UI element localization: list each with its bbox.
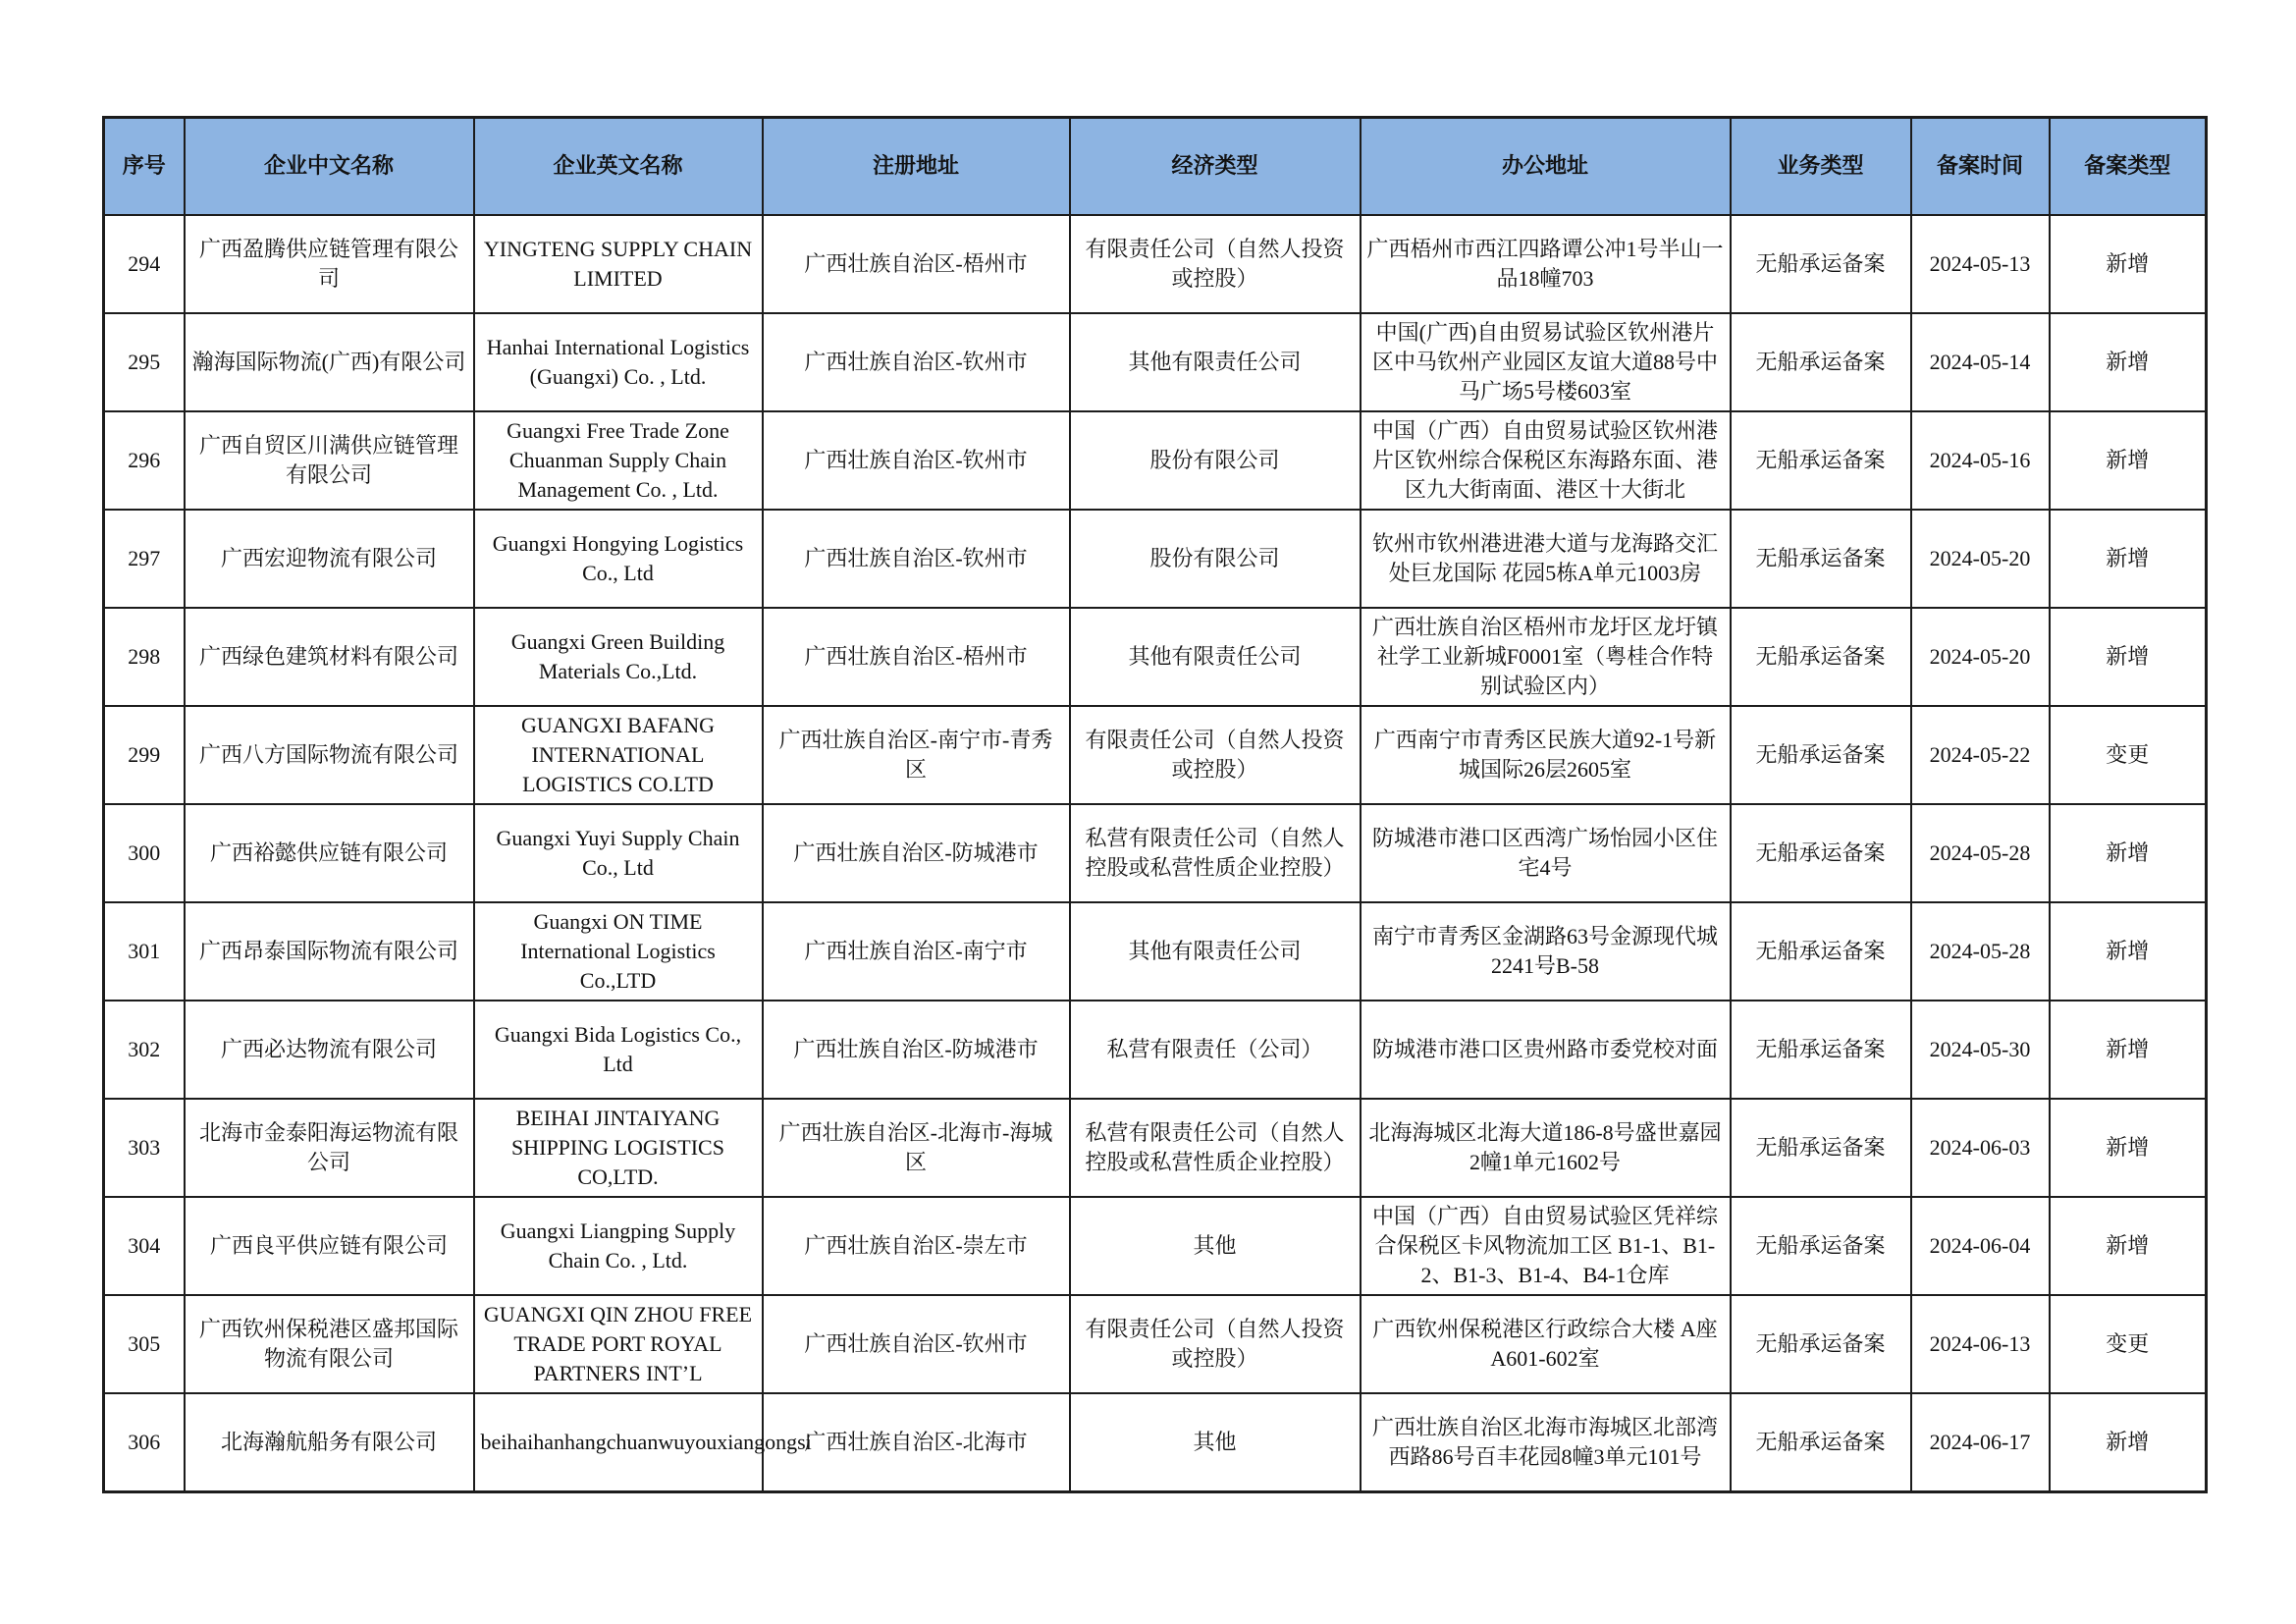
cell-filing-type xyxy=(2050,510,2207,608)
cell-filing-date xyxy=(1911,706,2050,804)
cell-text: 2024-05-14 xyxy=(1929,350,2031,374)
cell-text: 新增 xyxy=(2106,1233,2150,1258)
cell-text: 新增 xyxy=(2106,1135,2150,1160)
cell-office-address xyxy=(1361,215,1731,313)
table-row xyxy=(104,1197,2207,1295)
cell-registered-address xyxy=(763,1099,1070,1197)
cell-text: 北海瀚航船务有限公司 xyxy=(220,1430,437,1454)
cell-registered-address xyxy=(763,706,1070,804)
column-header-company-cn-name: 企业中文名称 xyxy=(185,118,474,216)
cell-filing-date xyxy=(1911,215,2050,313)
cell-text: 无船承运备案 xyxy=(1755,1331,1886,1356)
cell-text: 298 xyxy=(128,644,161,669)
cell-company-cn-name xyxy=(185,1197,474,1295)
cell-text: 广西壮族自治区-崇左市 xyxy=(804,1233,1028,1258)
cell-office-address xyxy=(1361,706,1731,804)
column-header-filing-type: 备案类型 xyxy=(2050,118,2207,216)
cell-filing-date xyxy=(1911,313,2050,411)
cell-text: 无船承运备案 xyxy=(1755,1037,1886,1061)
cell-seq-number xyxy=(104,313,185,411)
cell-text: 股份有限公司 xyxy=(1149,448,1280,472)
cell-company-en-name xyxy=(474,706,763,804)
cell-text: Guangxi Hongying Logistics Co., Ltd xyxy=(492,531,744,585)
cell-text: YINGTENG SUPPLY CHAIN LIMITED xyxy=(483,237,753,291)
cell-economic-type xyxy=(1070,902,1361,1001)
cell-text: 2024-05-20 xyxy=(1929,644,2031,669)
cell-text: 北海市金泰阳海运物流有限公司 xyxy=(198,1120,458,1174)
cell-seq-number xyxy=(104,1099,185,1197)
cell-text: 防城港市港口区贵州路市委党校对面 xyxy=(1371,1037,1718,1061)
cell-text: 无船承运备案 xyxy=(1755,840,1886,865)
cell-filing-type xyxy=(2050,1393,2207,1492)
cell-text: 广西裕懿供应链有限公司 xyxy=(209,840,448,865)
cell-text: 306 xyxy=(128,1430,161,1454)
cell-text: Guangxi Free Trade Zone Chuanman Supply Chain Management Co. , Ltd. xyxy=(507,418,729,502)
cell-text: 瀚海国际物流(广西)有限公司 xyxy=(191,350,466,374)
cell-text: 私营有限责任公司（自然人控股或私营性质企业控股） xyxy=(1085,1120,1345,1174)
cell-text: 私营有限责任公司（自然人控股或私营性质企业控股） xyxy=(1085,826,1345,880)
cell-text: 其他 xyxy=(1193,1430,1237,1454)
cell-text: 变更 xyxy=(2106,742,2150,767)
cell-text: 股份有限公司 xyxy=(1149,546,1280,570)
cell-text: 有限责任公司（自然人投资或控股） xyxy=(1085,237,1345,291)
table-row xyxy=(104,411,2207,510)
cell-text: 钦州市钦州港进港大道与龙海路交汇处巨龙国际 花园5栋A单元1003房 xyxy=(1371,531,1718,585)
cell-registered-address xyxy=(763,215,1070,313)
cell-business-type xyxy=(1731,510,1911,608)
table-row xyxy=(104,1393,2207,1492)
cell-business-type xyxy=(1731,902,1911,1001)
cell-text: 广西八方国际物流有限公司 xyxy=(198,742,458,767)
cell-registered-address xyxy=(763,1295,1070,1393)
cell-office-address xyxy=(1361,1393,1731,1492)
cell-text: BEIHAI JINTAIYANG SHIPPING LOGISTICS CO,LTD. xyxy=(511,1106,724,1189)
column-header-company-en-name: 企业英文名称 xyxy=(474,118,763,216)
cell-registered-address xyxy=(763,1393,1070,1492)
cell-filing-type xyxy=(2050,411,2207,510)
column-header-filing-date: 备案时间 xyxy=(1911,118,2050,216)
cell-text: 防城港市港口区西湾广场怡园小区住宅4号 xyxy=(1371,826,1718,880)
table-row xyxy=(104,1001,2207,1099)
cell-filing-type xyxy=(2050,313,2207,411)
cell-text: 广西壮族自治区-钦州市 xyxy=(804,546,1028,570)
table-header xyxy=(104,118,2207,216)
cell-text: 广西必达物流有限公司 xyxy=(220,1037,437,1061)
column-header-office-address: 办公地址 xyxy=(1361,118,1731,216)
cell-text: 296 xyxy=(128,448,161,472)
cell-text: 无船承运备案 xyxy=(1755,448,1886,472)
cell-text: Guangxi Green Building Materials Co.,Ltd. xyxy=(510,629,725,683)
cell-text: 2024-05-16 xyxy=(1929,448,2031,472)
cell-text: 南宁市青秀区金湖路63号金源现代城2241号B-58 xyxy=(1371,924,1718,978)
cell-text: 2024-05-13 xyxy=(1929,251,2031,276)
cell-company-en-name xyxy=(474,608,763,706)
cell-text: GUANGXI BAFANG INTERNATIONAL LOGISTICS CO.LTD xyxy=(521,713,715,796)
cell-company-en-name xyxy=(474,804,763,902)
cell-business-type xyxy=(1731,706,1911,804)
cell-seq-number xyxy=(104,1197,185,1295)
cell-business-type xyxy=(1731,1393,1911,1492)
cell-company-cn-name xyxy=(185,1393,474,1492)
cell-filing-date xyxy=(1911,411,2050,510)
cell-registered-address xyxy=(763,411,1070,510)
column-header-business-type: 业务类型 xyxy=(1731,118,1911,216)
column-header-economic-type: 经济类型 xyxy=(1070,118,1361,216)
cell-filing-date xyxy=(1911,804,2050,902)
cell-company-en-name xyxy=(474,313,763,411)
cell-filing-type xyxy=(2050,902,2207,1001)
cell-seq-number xyxy=(104,1295,185,1393)
cell-text: 2024-05-22 xyxy=(1929,742,2031,767)
cell-company-cn-name xyxy=(185,1099,474,1197)
cell-company-cn-name xyxy=(185,215,474,313)
cell-economic-type xyxy=(1070,1099,1361,1197)
cell-text: 无船承运备案 xyxy=(1755,251,1886,276)
cell-filing-date xyxy=(1911,1295,2050,1393)
cell-text: GUANGXI QIN ZHOU FREE TRADE PORT ROYAL PARTNERS INT’L xyxy=(483,1302,753,1385)
cell-text: 新增 xyxy=(2106,350,2150,374)
cell-text: 广西壮族自治区-北海市 xyxy=(804,1430,1028,1454)
cell-business-type xyxy=(1731,804,1911,902)
cell-text: 2024-05-28 xyxy=(1929,840,2031,865)
cell-text: 广西良平供应链有限公司 xyxy=(209,1233,448,1258)
cell-office-address xyxy=(1361,1295,1731,1393)
cell-text: 304 xyxy=(128,1233,161,1258)
cell-text: 无船承运备案 xyxy=(1755,644,1886,669)
cell-text: 302 xyxy=(128,1037,161,1061)
cell-company-cn-name xyxy=(185,804,474,902)
cell-text: Guangxi Bida Logistics Co., Ltd xyxy=(494,1022,742,1076)
cell-text: 301 xyxy=(128,939,161,963)
table-row xyxy=(104,510,2207,608)
cell-text: 广西自贸区川满供应链管理有限公司 xyxy=(198,433,458,487)
cell-text: Guangxi ON TIME International Logistics Co.,LTD xyxy=(520,909,716,993)
cell-text: 广西钦州保税港区盛邦国际物流有限公司 xyxy=(198,1317,458,1371)
cell-office-address xyxy=(1361,510,1731,608)
cell-seq-number xyxy=(104,706,185,804)
cell-office-address xyxy=(1361,1001,1731,1099)
cell-text: 303 xyxy=(128,1135,161,1160)
cell-text: 其他 xyxy=(1193,1233,1237,1258)
cell-text: 广西绿色建筑材料有限公司 xyxy=(198,644,458,669)
cell-company-cn-name xyxy=(185,1001,474,1099)
cell-seq-number xyxy=(104,411,185,510)
cell-text: 广西盈腾供应链管理有限公司 xyxy=(198,237,458,291)
cell-registered-address xyxy=(763,510,1070,608)
cell-economic-type xyxy=(1070,1393,1361,1492)
cell-text: 2024-05-20 xyxy=(1929,546,2031,570)
cell-company-cn-name xyxy=(185,608,474,706)
cell-seq-number xyxy=(104,608,185,706)
cell-economic-type xyxy=(1070,1295,1361,1393)
cell-filing-type xyxy=(2050,608,2207,706)
cell-text: 广西壮族自治区-梧州市 xyxy=(804,251,1028,276)
cell-text: 新增 xyxy=(2106,546,2150,570)
cell-company-en-name xyxy=(474,1197,763,1295)
cell-text: 广西壮族自治区-北海市-海城区 xyxy=(778,1120,1053,1174)
cell-text: 无船承运备案 xyxy=(1755,1430,1886,1454)
cell-text: 294 xyxy=(128,251,161,276)
cell-business-type xyxy=(1731,1197,1911,1295)
cell-text: 广西昂泰国际物流有限公司 xyxy=(198,939,458,963)
cell-text: 2024-05-30 xyxy=(1929,1037,2031,1061)
cell-company-cn-name xyxy=(185,411,474,510)
cell-filing-type xyxy=(2050,215,2207,313)
cell-filing-type xyxy=(2050,804,2207,902)
cell-business-type xyxy=(1731,1099,1911,1197)
cell-office-address xyxy=(1361,804,1731,902)
cell-company-cn-name xyxy=(185,313,474,411)
cell-text: 广西壮族自治区-梧州市 xyxy=(804,644,1028,669)
cell-text: 无船承运备案 xyxy=(1755,350,1886,374)
cell-company-cn-name xyxy=(185,510,474,608)
cell-filing-date xyxy=(1911,1197,2050,1295)
cell-business-type xyxy=(1731,411,1911,510)
cell-filing-date xyxy=(1911,902,2050,1001)
table-body xyxy=(104,215,2207,1492)
cell-economic-type xyxy=(1070,706,1361,804)
cell-text: Hanhai International Logistics (Guangxi) Co. , Ltd. xyxy=(486,335,750,389)
cell-company-en-name xyxy=(474,411,763,510)
cell-company-cn-name xyxy=(185,706,474,804)
cell-filing-date xyxy=(1911,1099,2050,1197)
cell-seq-number xyxy=(104,510,185,608)
cell-filing-date xyxy=(1911,1393,2050,1492)
table-row xyxy=(104,313,2207,411)
cell-company-cn-name xyxy=(185,902,474,1001)
cell-text: 295 xyxy=(128,350,161,374)
column-header-registered-address: 注册地址 xyxy=(763,118,1070,216)
cell-company-en-name xyxy=(474,1295,763,1393)
cell-economic-type xyxy=(1070,411,1361,510)
cell-text: 新增 xyxy=(2106,644,2150,669)
table-row xyxy=(104,215,2207,313)
table-row xyxy=(104,902,2207,1001)
cell-economic-type xyxy=(1070,215,1361,313)
cell-economic-type xyxy=(1070,608,1361,706)
cell-business-type xyxy=(1731,215,1911,313)
cell-text: 无船承运备案 xyxy=(1755,939,1886,963)
cell-seq-number xyxy=(104,804,185,902)
cell-text: 北海海城区北海大道186-8号盛世嘉园2幢1单元1602号 xyxy=(1368,1120,1722,1174)
cell-text: 其他有限责任公司 xyxy=(1128,644,1302,669)
cell-filing-date xyxy=(1911,1001,2050,1099)
cell-company-en-name xyxy=(474,215,763,313)
cell-company-en-name xyxy=(474,1099,763,1197)
cell-text: 新增 xyxy=(2106,1430,2150,1454)
cell-office-address xyxy=(1361,1197,1731,1295)
filing-table xyxy=(102,116,2208,1493)
cell-text: 中国(广西)自由贸易试验区钦州港片区中马钦州产业园区友谊大道88号中马广场5号楼603室 xyxy=(1371,320,1718,404)
cell-text: 广西壮族自治区-钦州市 xyxy=(804,448,1028,472)
cell-text: 其他有限责任公司 xyxy=(1128,350,1302,374)
cell-business-type xyxy=(1731,608,1911,706)
cell-text: 广西壮族自治区-防城港市 xyxy=(793,840,1039,865)
cell-filing-type xyxy=(2050,1099,2207,1197)
cell-seq-number xyxy=(104,1393,185,1492)
cell-company-en-name xyxy=(474,1393,812,1492)
cell-filing-type xyxy=(2050,1295,2207,1393)
cell-text: 中国（广西）自由贸易试验区钦州港片区钦州综合保税区东海路东面、港区九大街南面、港区十大街北 xyxy=(1371,418,1718,502)
cell-text: Guangxi Liangping Supply Chain Co. , Ltd. xyxy=(500,1218,736,1272)
table-row xyxy=(104,706,2207,804)
cell-registered-address xyxy=(763,902,1070,1001)
cell-business-type xyxy=(1731,1295,1911,1393)
cell-economic-type xyxy=(1070,510,1361,608)
cell-registered-address xyxy=(763,313,1070,411)
cell-text: 广西宏迎物流有限公司 xyxy=(220,546,437,570)
cell-text: 广西南宁市青秀区民族大道92-1号新城国际26层2605室 xyxy=(1373,728,1717,782)
cell-text: 其他有限责任公司 xyxy=(1128,939,1302,963)
cell-text: 广西壮族自治区-钦州市 xyxy=(804,1331,1028,1356)
cell-office-address xyxy=(1361,902,1731,1001)
cell-filing-type xyxy=(2050,706,2207,804)
cell-text: 无船承运备案 xyxy=(1755,742,1886,767)
cell-company-cn-name xyxy=(185,1295,474,1393)
cell-text: 广西钦州保税港区行政综合大楼 A座A601-602室 xyxy=(1372,1317,1718,1371)
cell-text: 广西梧州市西江四路谭公冲1号半山一品18幢703 xyxy=(1366,237,1724,291)
cell-filing-type xyxy=(2050,1001,2207,1099)
cell-text: 2024-06-13 xyxy=(1929,1331,2031,1356)
cell-economic-type xyxy=(1070,313,1361,411)
cell-registered-address xyxy=(763,608,1070,706)
cell-text: 广西壮族自治区-南宁市-青秀区 xyxy=(778,728,1053,782)
cell-text: 2024-06-04 xyxy=(1929,1233,2031,1258)
cell-text: 297 xyxy=(128,546,161,570)
cell-company-en-name xyxy=(474,510,763,608)
cell-filing-date xyxy=(1911,510,2050,608)
cell-text: beihaihanhangchuanwuyouxiangongsi xyxy=(480,1430,812,1454)
cell-seq-number xyxy=(104,215,185,313)
column-header-seq-number: 序号 xyxy=(104,118,185,216)
cell-text: 有限责任公司（自然人投资或控股） xyxy=(1085,1317,1345,1371)
cell-text: 变更 xyxy=(2106,1331,2150,1356)
cell-text: 新增 xyxy=(2106,939,2150,963)
cell-office-address xyxy=(1361,411,1731,510)
cell-text: 305 xyxy=(128,1331,161,1356)
cell-text: 广西壮族自治区-防城港市 xyxy=(793,1037,1039,1061)
cell-company-en-name xyxy=(474,902,763,1001)
cell-text: 2024-06-03 xyxy=(1929,1135,2031,1160)
table-row xyxy=(104,1295,2207,1393)
cell-filing-date xyxy=(1911,608,2050,706)
header-row xyxy=(104,118,2207,216)
cell-text: 299 xyxy=(128,742,161,767)
cell-text: 广西壮族自治区梧州市龙圩区龙圩镇社学工业新城F0001室（粤桂合作特别试验区内） xyxy=(1371,615,1718,698)
cell-text: 新增 xyxy=(2106,840,2150,865)
cell-economic-type xyxy=(1070,1197,1361,1295)
cell-office-address xyxy=(1361,1099,1731,1197)
table-row xyxy=(104,804,2207,902)
cell-text: 2024-05-28 xyxy=(1929,939,2031,963)
cell-registered-address xyxy=(763,1197,1070,1295)
cell-text: 300 xyxy=(128,840,161,865)
cell-seq-number xyxy=(104,902,185,1001)
table-row xyxy=(104,1099,2207,1197)
cell-text: 无船承运备案 xyxy=(1755,1233,1886,1258)
cell-text: 新增 xyxy=(2106,448,2150,472)
cell-business-type xyxy=(1731,1001,1911,1099)
cell-seq-number xyxy=(104,1001,185,1099)
cell-text: 无船承运备案 xyxy=(1755,1135,1886,1160)
table-row xyxy=(104,608,2207,706)
cell-office-address xyxy=(1361,608,1731,706)
cell-economic-type xyxy=(1070,804,1361,902)
cell-business-type xyxy=(1731,313,1911,411)
cell-economic-type xyxy=(1070,1001,1361,1099)
cell-office-address xyxy=(1361,313,1731,411)
cell-company-en-name xyxy=(474,1001,763,1099)
cell-text: 无船承运备案 xyxy=(1755,546,1886,570)
cell-filing-type xyxy=(2050,1197,2207,1295)
cell-text: 中国（广西）自由贸易试验区凭祥综合保税区卡风物流加工区 B1-1、B1-2、B1-3、B1-4、B4-1仓库 xyxy=(1371,1204,1718,1287)
cell-text: Guangxi Yuyi Supply Chain Co., Ltd xyxy=(496,826,740,880)
cell-registered-address xyxy=(763,804,1070,902)
cell-text: 私营有限责任（公司） xyxy=(1106,1037,1323,1061)
cell-text: 广西壮族自治区-钦州市 xyxy=(804,350,1028,374)
cell-registered-address xyxy=(763,1001,1070,1099)
cell-text: 广西壮族自治区北海市海城区北部湾西路86号百丰花园8幢3单元101号 xyxy=(1371,1415,1718,1469)
cell-text: 广西壮族自治区-南宁市 xyxy=(804,939,1028,963)
cell-text: 2024-06-17 xyxy=(1929,1430,2031,1454)
cell-text: 新增 xyxy=(2106,1037,2150,1061)
cell-text: 有限责任公司（自然人投资或控股） xyxy=(1085,728,1345,782)
cell-text: 新增 xyxy=(2106,251,2150,276)
